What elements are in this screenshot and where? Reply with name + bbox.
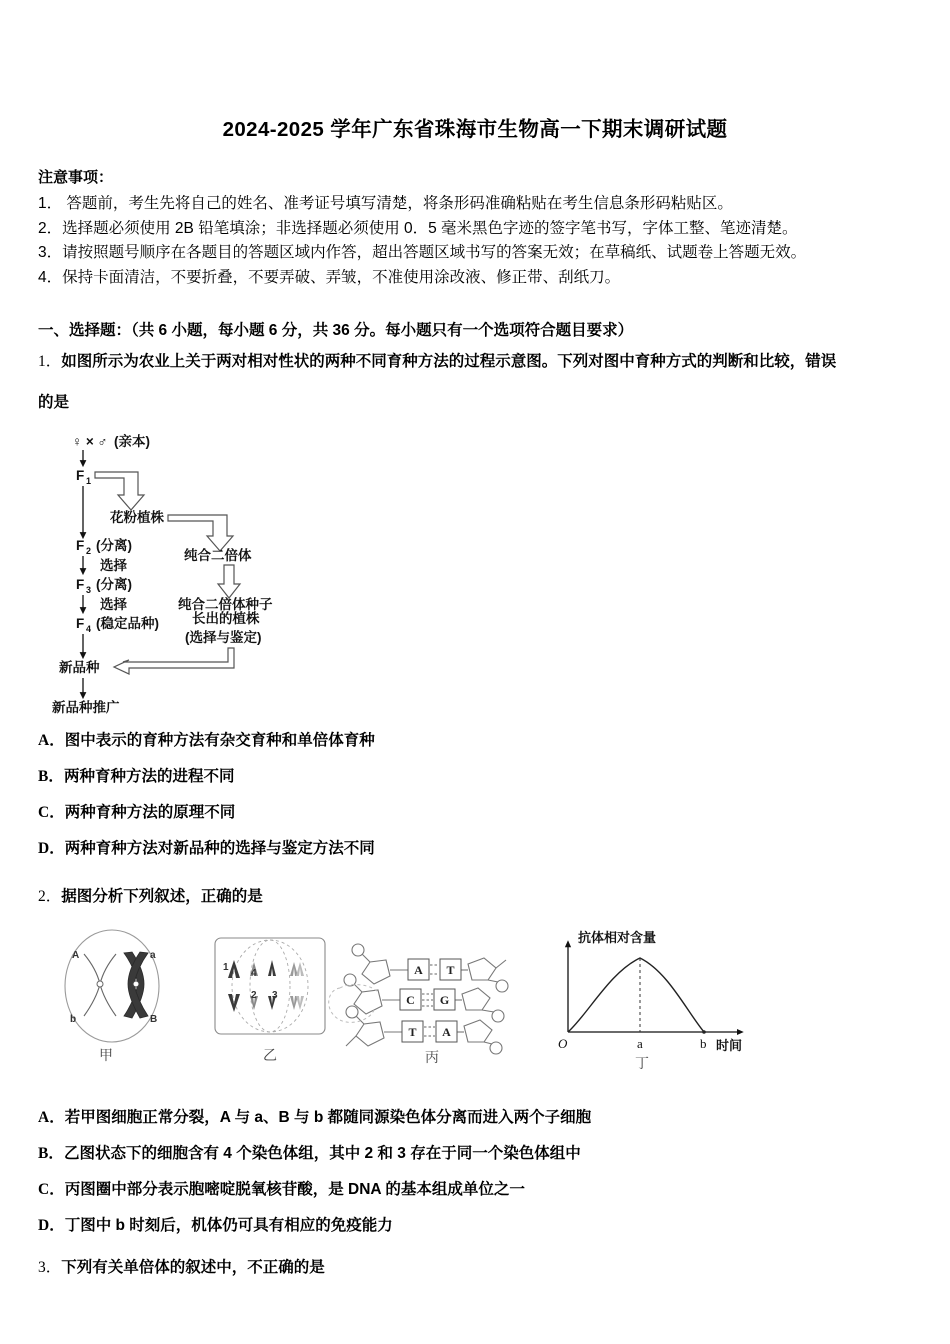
flowchart-f3-label: F — [76, 577, 85, 592]
panel-ding-chart — [558, 930, 742, 1072]
flowchart-parents-label: (亲本) — [114, 434, 150, 449]
panel-ding-caption: 丁 — [635, 1057, 649, 1072]
panel-bing-base-A2: A — [442, 1025, 451, 1039]
question-3-stem — [0, 1252, 950, 1283]
notice-item: 1． 答题前，考生先将自己的姓名、准考证号填写清楚，将条形码准确粘贴在考生信息条形码粘贴区。 — [38, 195, 733, 212]
question-3-number: 3． — [38, 1259, 62, 1276]
option-letter: C． — [38, 804, 65, 821]
option-letter: B． — [38, 1145, 64, 1162]
option-row — [38, 723, 924, 759]
flowchart-f4-label: F — [76, 616, 85, 631]
option-letter: A． — [38, 732, 65, 749]
panel-jia-gene-A: A — [72, 950, 80, 961]
option-letter: C． — [38, 1181, 65, 1198]
question-2-number: 2． — [38, 888, 62, 905]
option-text: 两种育种方法的进程不同 — [64, 768, 235, 785]
panel-jia — [65, 930, 159, 1064]
option-row — [38, 1100, 924, 1136]
option-row — [38, 1172, 924, 1208]
antibody-curve — [568, 958, 704, 1032]
curve-end-point — [702, 1030, 706, 1034]
panel-jia-gene-B: B — [150, 1014, 158, 1025]
flowchart-seedling-line1: 纯合二倍体种子 — [178, 597, 273, 612]
panel-bing-base-T2: T — [408, 1025, 417, 1039]
option-text: 若甲图细胞正常分裂，A 与 a、B 与 b 都随同源染色体分离而进入两个子细胞 — [64, 1109, 592, 1126]
option-letter: D． — [38, 1217, 65, 1234]
notice-item: 4．保持卡面清洁，不要折叠，不要弄破、弄皱，不准使用涂改液、修正带、刮纸刀。 — [38, 268, 621, 286]
flowchart-hollow-arrow-diploid-to-seedling — [218, 565, 240, 598]
notice-item: 2．选择题必须使用 2B 铅笔填涂；非选择题必须使用 0．5 毫米黑色字迹的签字笔书写，字体工整、笔迹清楚。 — [38, 219, 798, 237]
flowchart-hollow-arrow-pollen-to-diploid — [168, 515, 233, 551]
flowchart-select-2: 选择 — [100, 597, 127, 612]
notice-block — [0, 166, 950, 290]
flowchart-f3-subscript: 3 — [86, 585, 92, 595]
breeding-flowchart-figure — [52, 432, 362, 717]
option-text: 丁图中 b 时刻后，机体仍可具有相应的免疫能力 — [64, 1217, 393, 1234]
panel-yi-caption: 乙 — [263, 1049, 277, 1064]
panel-jia-caption: 甲 — [99, 1049, 113, 1064]
option-text: 乙图状态下的细胞含有 4 个染色体组，其中 2 和 3 存在于同一个染色体组中 — [64, 1145, 581, 1162]
page-title: 2024-2025 学年广东省珠海市生物高一下期末调研试题 — [222, 118, 728, 141]
option-row — [38, 759, 924, 795]
chart-y-axis-label: 抗体相对含量 — [578, 930, 657, 945]
flowchart-pollen-plant-label: 花粉植株 — [110, 510, 164, 525]
option-row — [38, 795, 924, 831]
flowchart-hollow-arrow-to-new-variety — [114, 648, 234, 674]
panel-yi-number-4: 4 — [251, 968, 257, 979]
flowchart-f2-label: F — [76, 538, 85, 553]
flowchart-f3-note: (分离) — [96, 577, 132, 592]
flowchart-select-identify: (选择与鉴定) — [185, 630, 262, 645]
flowchart-hollow-arrow-f1-to-pollen — [95, 472, 144, 510]
chart-tick-a: a — [637, 1036, 643, 1051]
flowchart-promotion-label: 新品种推广 — [52, 700, 120, 715]
flowchart-f1-label: F — [76, 468, 85, 483]
question-3-text: 下列有关单倍体的叙述中，不正确的是 — [61, 1259, 325, 1276]
flowchart-f4-note: (稳定品种) — [96, 616, 159, 631]
panel-jia-gene-b: b — [70, 1014, 77, 1025]
panel-bing-base-G: G — [439, 993, 450, 1007]
panel-bing-base-A1: A — [414, 963, 423, 977]
notice-heading: 注意事项： — [38, 169, 114, 186]
panel-yi — [215, 938, 325, 1064]
option-row — [38, 831, 924, 867]
notice-item: 3．请按照题号顺序在各题目的答题区域内作答，超出答题区域书写的答案无效；在草稿纸、试题卷上答题无效。 — [38, 244, 807, 261]
flowchart-parents-symbols: ♀ × ♂ — [72, 434, 108, 449]
option-text: 两种育种方法对新品种的选择与鉴定方法不同 — [64, 840, 375, 857]
four-panel-figure — [40, 928, 770, 1078]
panel-yi-number-1: 1 — [223, 962, 229, 973]
flowchart-f4-subscript: 4 — [86, 624, 92, 634]
question-1-stem-continued: 的是 — [38, 394, 70, 411]
question-2-options — [0, 1100, 950, 1244]
section-heading: 一、选择题：（共 6 小题，每小题 6 分，共 36 分。每小题只有一个选项符合题目要求） — [38, 322, 634, 339]
question-2-text: 据图分析下列叙述，正确的是 — [61, 888, 263, 905]
panel-bing-base-T1: T — [446, 963, 455, 977]
question-2-stem — [0, 881, 950, 912]
option-letter: D． — [38, 840, 65, 857]
option-row — [38, 1136, 924, 1172]
panel-yi-number-2: 2 — [251, 990, 257, 1001]
option-letter: A． — [38, 1109, 65, 1126]
option-letter: B． — [38, 768, 64, 785]
option-text: 两种育种方法的原理不同 — [64, 804, 236, 821]
panel-bing-caption: 丙 — [425, 1051, 439, 1066]
flowchart-seedling-line2: 长出的植株 — [192, 611, 260, 626]
flowchart-f2-subscript: 2 — [86, 546, 92, 556]
panel-yi-number-3: 3 — [272, 990, 278, 1001]
question-1-stem — [0, 346, 950, 377]
panel-bing-base-C: C — [406, 993, 415, 1007]
chart-tick-b: b — [700, 1036, 707, 1051]
chart-origin-label: O — [558, 1036, 568, 1051]
option-text: 丙图圈中部分表示胞嘧啶脱氧核苷酸，是 DNA 的基本组成单位之一 — [64, 1181, 525, 1198]
flowchart-select-1: 选择 — [100, 558, 127, 573]
option-row — [38, 1208, 924, 1244]
flowchart-homozygous-diploid-label: 纯合二倍体 — [184, 548, 252, 563]
question-1-options — [0, 723, 950, 867]
question-1-number: 1． — [38, 353, 62, 370]
chart-x-axis-label: 时间 — [716, 1038, 743, 1053]
flowchart-f1-subscript: 1 — [86, 476, 92, 486]
option-text: 图中表示的育种方法有杂交育种和单倍体育种 — [64, 732, 375, 749]
flowchart-new-variety-label: 新品种 — [59, 660, 100, 675]
panel-jia-gene-a: a — [150, 950, 156, 961]
panel-bing — [329, 944, 508, 1066]
flowchart-f2-note: (分离) — [96, 538, 132, 553]
question-1-text: 如图所示为农业上关于两对相对性状的两种不同育种方法的过程示意图。下列对图中育种方式的判断和比较，错误 — [61, 353, 837, 370]
